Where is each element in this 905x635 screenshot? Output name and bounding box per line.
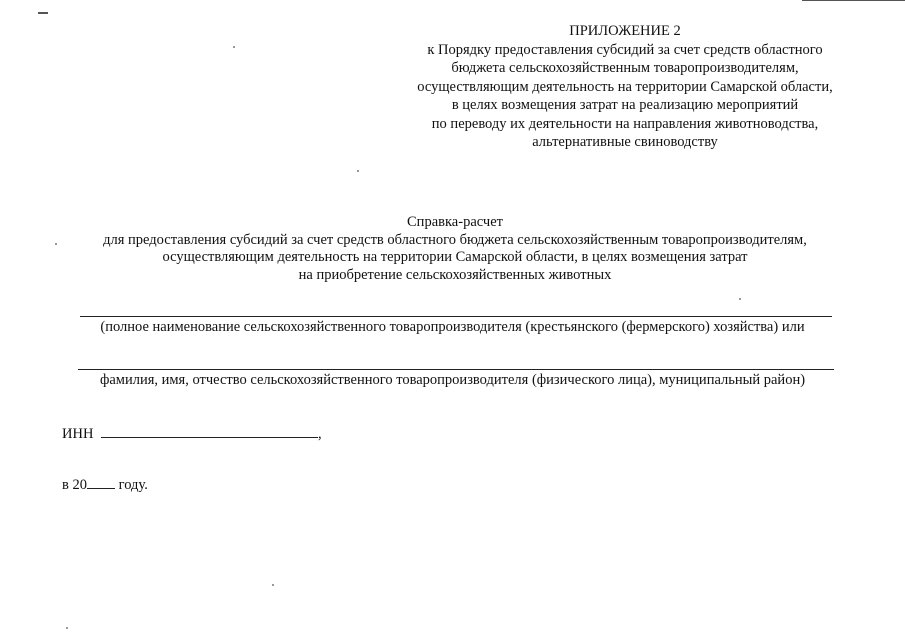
scan-speck xyxy=(233,46,235,48)
scan-speck xyxy=(272,584,274,586)
document-heading xyxy=(40,214,870,284)
heading-line-3: на приобретение сельскохозяйственных животных xyxy=(298,266,612,283)
scan-edge-top-right xyxy=(802,0,905,1)
document-title: Справка-расчет xyxy=(407,214,503,230)
producer-name-caption: (полное наименование сельскохозяйственного товаропроизводителя (крестьянского (фермерского) хозяйства) или xyxy=(100,319,805,335)
year-prefix: в 20 xyxy=(62,477,87,493)
appendix-line-1: к Порядку предоставления субсидий за счет средств областного xyxy=(427,41,823,58)
heading-line-2: осуществляющим деятельность на территории Самарской области, в целях возмещения затрат xyxy=(162,249,748,265)
year-input-line[interactable] xyxy=(87,475,115,489)
scan-speck xyxy=(739,298,741,300)
appendix-line-2: бюджета сельскохозяйственным товаропроизводителям, xyxy=(451,60,799,76)
scan-speck xyxy=(357,170,359,172)
appendix-line-6: альтернативные свиноводству xyxy=(532,134,718,150)
year-suffix: году. xyxy=(118,477,148,493)
heading-line-1: для предоставления субсидий за счет средств областного бюджета сельскохозяйственным товаропроизводителям, xyxy=(103,231,807,248)
inn-comma: , xyxy=(318,426,322,442)
individual-name-line[interactable] xyxy=(78,369,834,370)
inn-field xyxy=(62,424,322,443)
appendix-header xyxy=(400,22,850,152)
scan-mark-top-left xyxy=(38,12,48,14)
producer-name-line[interactable] xyxy=(80,316,832,317)
appendix-title: ПРИЛОЖЕНИЕ 2 xyxy=(569,23,681,39)
inn-label: ИНН xyxy=(62,426,94,442)
appendix-line-4: в целях возмещения затрат на реализацию мероприятий xyxy=(451,97,799,113)
scan-speck xyxy=(66,627,68,629)
year-field xyxy=(62,475,148,494)
appendix-line-3: осуществляющим деятельность на территории Самарской области, xyxy=(417,78,833,95)
individual-name-caption: фамилия, имя, отчество сельскохозяйственного товаропроизводителя (физического лица), муниципальный район) xyxy=(99,372,806,388)
appendix-line-5: по переводу их деятельности на направления животноводства, xyxy=(431,115,819,132)
inn-input-line[interactable] xyxy=(101,424,318,438)
